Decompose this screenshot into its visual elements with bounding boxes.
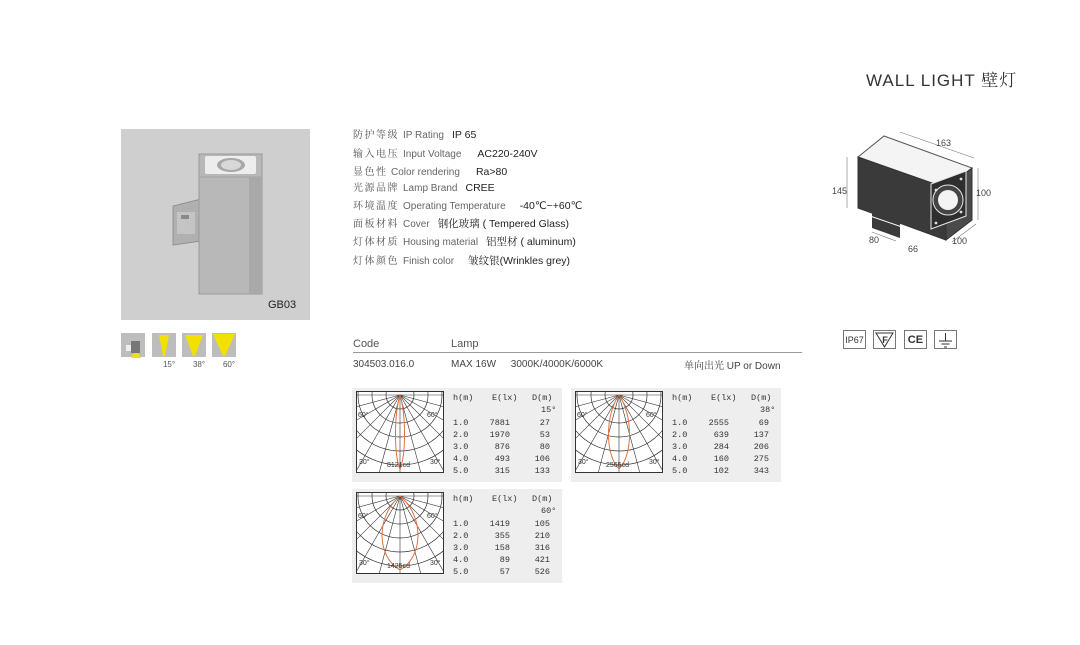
spec-lamp-brand [353,180,495,196]
angle-label: 30° [359,560,370,567]
lamp-power: MAX 16W [451,359,497,370]
wall-light-image [121,129,310,320]
height-value: 4.0 [672,454,688,464]
illuminance-value: 57 [499,567,510,577]
height-value: 3.0 [453,543,469,553]
model-label: GB03 [268,299,297,311]
dim-bracket-b: 66 [908,244,919,254]
beam-38-icon [182,333,206,357]
height-value: 5.0 [672,466,688,476]
col-header-illuminance: E(lx) [492,494,518,504]
diameter-value: 69 [758,418,769,428]
height-value: 5.0 [453,567,469,577]
angle-label: 60° [577,412,588,419]
ce-mark: CE [904,330,927,349]
illuminance-value: 284 [713,442,729,452]
spec-operating-temperature [353,198,582,214]
col-header-diameter: D(m) [532,393,553,403]
spec-value: 皱纹银(Wrinkles grey) [468,255,571,267]
height-value: 4.0 [453,454,469,464]
product-code: 304503.016.0 [353,359,415,370]
illuminance-value: 355 [494,531,510,541]
diameter-value: 105 [534,519,550,529]
spec-label-en: Operating Temperature [403,201,506,212]
dim-depth: 100 [952,236,968,246]
col-header-diameter: D(m) [751,393,772,403]
photometric-panel-15 [352,388,562,482]
col-header-height: h(m) [453,494,474,504]
height-value: 4.0 [453,555,469,565]
dim-width: 163 [936,138,952,148]
table-divider [353,352,802,353]
height-value: 5.0 [453,466,469,476]
code-header: Code [353,338,380,350]
spec-value: CREE [465,182,495,194]
spec-housing-material [353,234,576,250]
height-value: 2.0 [453,531,469,541]
certification-marks [843,330,960,349]
dim-height: 145 [832,186,848,196]
spec-value: 钢化玻璃 ( Tempered Glass) [437,218,569,230]
dimension-drawing [832,128,1010,256]
beam-angle-value: 38° [760,405,776,415]
beam-60-icon [212,333,236,357]
spec-label-en: Finish color [403,256,455,267]
height-value: 1.0 [453,418,469,428]
spec-value: 铝型材 ( aluminum) [486,236,576,248]
dim-side: 100 [976,188,992,198]
angle-label: 30° [430,560,441,567]
spec-input-voltage [353,146,538,162]
spec-color-rendering [353,164,507,180]
diameter-value: 210 [534,531,550,541]
illuminance-value: 2555 [708,418,729,428]
lamp-cct: 3000K/4000K/6000K [510,359,604,370]
diameter-value: 137 [753,430,769,440]
height-value: 3.0 [453,442,469,452]
illuminance-value: 1970 [489,430,510,440]
angle-label: 60° [646,412,657,419]
col-header-illuminance: E(lx) [711,393,737,403]
diameter-value: 133 [534,466,550,476]
angle-label: 60° [427,412,438,419]
beam-angle-value: 60° [541,506,557,516]
angle-label: 30° [430,459,441,466]
diameter-value: 343 [753,466,769,476]
beam-15-icon [152,333,176,357]
f-mark-text: F [882,335,888,345]
spec-ip-rating [353,127,476,143]
photometric-panel-38 [571,388,781,482]
height-value: 2.0 [672,430,688,440]
height-value: 3.0 [672,442,688,452]
spec-label-cn: 防护等级 [353,130,399,141]
col-header-diameter: D(m) [532,494,553,504]
spec-label-en: Input Voltage [403,149,462,160]
spec-label-cn: 环境温度 [353,201,399,212]
diameter-value: 53 [539,430,550,440]
angle-label: 60° [427,513,438,520]
height-value: 2.0 [453,430,469,440]
diameter-value: 275 [753,454,769,464]
page-title: WALL LIGHT 壁灯 [866,71,1018,90]
polar-grid [575,391,663,473]
light-direction: 单向出光 UP or Down [684,361,781,372]
illuminance-value: 158 [494,543,510,553]
angle-label: 30° [578,459,589,466]
spec-label-en: IP Rating [403,130,444,141]
illuminance-value: 315 [494,466,510,476]
illuminance-value: 7881 [489,418,510,428]
spec-label-cn: 灯体材质 [353,237,399,248]
peak-intensity-label: 2565cd [606,462,629,469]
beam-label: 38° [192,360,206,369]
illuminance-value: 160 [713,454,729,464]
spec-value: IP 65 [451,129,477,141]
ip67-badge: IP67 [843,330,866,349]
diameter-value: 27 [539,418,550,428]
illuminance-value: 89 [499,555,510,565]
spec-label-en: Cover [403,219,430,230]
ground-icon [934,330,957,349]
spec-cover [353,216,569,232]
spec-label-en: Lamp Brand [403,183,458,194]
polar-grid [356,391,444,473]
illuminance-value: 102 [713,466,729,476]
peak-intensity-label: 8121cd [387,462,410,469]
diameter-value: 526 [534,567,550,577]
spec-label-en: Housing material [403,237,479,248]
spec-label-en: Color rendering [391,167,460,178]
diameter-value: 106 [534,454,550,464]
col-header-illuminance: E(lx) [492,393,518,403]
diameter-value: 206 [753,442,769,452]
spec-label-cn: 灯体颜色 [353,256,399,267]
spec-value: Ra>80 [475,166,508,178]
spec-value: -40℃~+60℃ [519,200,583,212]
spec-label-cn: 光源品牌 [353,183,399,194]
beam-label: 60° [222,360,236,369]
illuminance-value: 639 [713,430,729,440]
angle-label: 60° [358,513,369,520]
height-value: 1.0 [672,418,688,428]
peak-intensity-label: 1425cd [387,563,410,570]
col-header-height: h(m) [672,393,693,403]
beam-angle-value: 15° [541,405,557,415]
dim-bracket-a: 80 [869,235,880,245]
diameter-value: 316 [534,543,550,553]
product-photo [121,129,310,320]
beam-angle-labels [154,360,244,369]
lamp-spec [451,359,603,370]
spec-value: AC220-240V [477,148,538,160]
spec-label-cn: 显色性 [353,167,388,178]
height-value: 1.0 [453,519,469,529]
spec-label-cn: 输入电压 [353,149,399,160]
lamp-thumbnail-icon [121,333,145,358]
col-header-height: h(m) [453,393,474,403]
spec-label-cn: 面板材料 [353,219,399,230]
beam-label: 15° [162,360,176,369]
diameter-value: 421 [534,555,550,565]
illuminance-value: 1419 [489,519,510,529]
polar-grid [356,492,444,574]
f-mark-icon [873,330,896,349]
illuminance-value: 493 [494,454,510,464]
lamp-header: Lamp [451,338,479,350]
photometric-panel-60 [352,489,562,583]
diameter-value: 80 [539,442,550,452]
angle-label: 30° [359,459,370,466]
angle-label: 30° [649,459,660,466]
angle-label: 60° [358,412,369,419]
spec-finish-color [353,253,570,269]
illuminance-value: 876 [494,442,510,452]
